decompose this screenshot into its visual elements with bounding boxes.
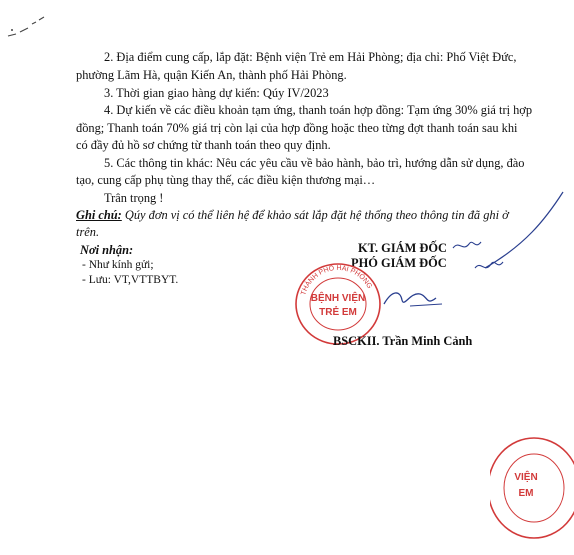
item-4-line-2: đồng; Thanh toán 70% giá trị còn lại của hợp đồng hoặc theo từng đợt thanh toán sau khi bbox=[76, 121, 518, 135]
note-line-1 bbox=[76, 208, 509, 223]
item-4-line-3: có đầy đủ hồ sơ chứng từ thanh toán theo quy định. bbox=[76, 138, 331, 152]
stamp-line-2: TRẺ EM bbox=[319, 307, 357, 318]
item-3: 3. Thời gian giao hàng dự kiến: Qúy IV/2023 bbox=[104, 86, 329, 100]
item-5-line-2: tạo, cung cấp phụ tùng thay thế, các điều kiện thương mại… bbox=[76, 173, 376, 187]
pen-mark bbox=[6, 14, 46, 40]
item-5-line-1: 5. Các thông tin khác: Nêu các yêu cầu về bảo hành, bảo trì, hướng dẫn sử dụng, đào bbox=[104, 156, 525, 170]
regards: Trân trọng ! bbox=[104, 191, 164, 205]
item-2-line-2: phường Lãm Hà, quận Kiến An, thành phố Hải Phòng. bbox=[76, 68, 347, 82]
stamp-line-1: BỆNH VIỆN bbox=[310, 293, 366, 304]
initials-scribble bbox=[445, 190, 565, 285]
recipients-title: Nơi nhận: bbox=[80, 243, 134, 257]
item-4-line-1: 4. Dự kiến về các điều khoản tạm ứng, thanh toán hợp đồng: Tạm ứng 30% giá trị hợp bbox=[104, 103, 533, 117]
signature-title-1: KT. GIÁM ĐỐC bbox=[358, 241, 447, 255]
signer-name: BSCKII. Trần Minh Cảnh bbox=[333, 334, 473, 348]
item-2-line-1: 2. Địa điểm cung cấp, lắp đặt: Bệnh viện Trẻ em Hải Phòng; địa chỉ: Phố Việt Đức, bbox=[104, 50, 517, 64]
partial-stamp bbox=[490, 432, 574, 542]
partial-stamp-line-1: VIỆN bbox=[514, 472, 538, 483]
signature-scribble bbox=[380, 284, 450, 312]
partial-stamp-line-2: EM bbox=[518, 488, 534, 499]
note-text: Qúy đơn vị có thể liên hệ để khảo sát lắp đặt hệ thống theo thông tin đã ghi ở bbox=[124, 208, 509, 222]
stamp-ring-text: THÀNH PHỐ HẢI PHÒNG bbox=[300, 264, 373, 297]
signature-title-2: PHÓ GIÁM ĐỐC bbox=[351, 256, 447, 270]
note-label: Ghi chú: bbox=[76, 208, 122, 222]
note-line-2: trên. bbox=[76, 225, 100, 239]
recipient-item: - Như kính gửi; bbox=[82, 259, 154, 271]
recipient-item: - Lưu: VT,VTTBYT. bbox=[82, 274, 179, 286]
